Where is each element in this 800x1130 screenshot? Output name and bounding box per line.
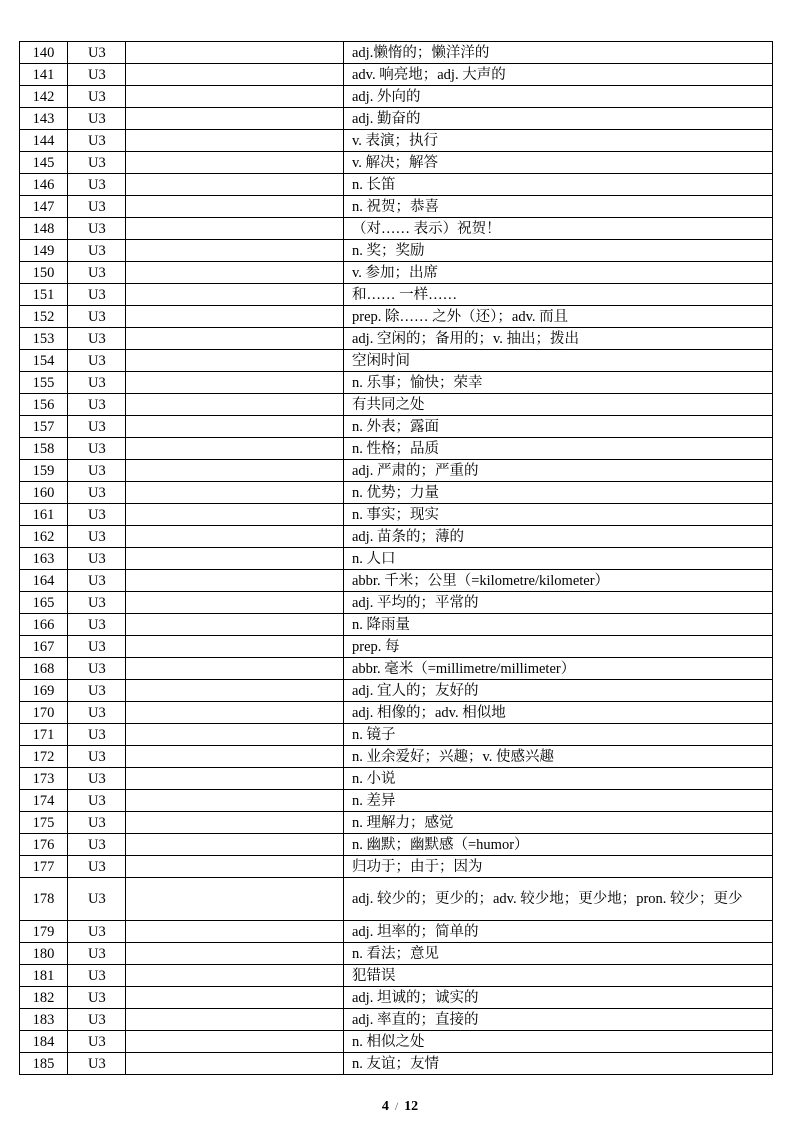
unit-cell: U3 [68, 504, 126, 526]
table-row [20, 42, 773, 64]
vocabulary-table-body [20, 42, 773, 1075]
table-row [20, 460, 773, 482]
table-row [20, 438, 773, 460]
table-row [20, 1053, 773, 1075]
table-row [20, 1031, 773, 1053]
definition-cell: v. 表演；执行 [344, 130, 773, 152]
table-row [20, 174, 773, 196]
definition-cell: adj. 外向的 [344, 86, 773, 108]
definition-cell: n. 业余爱好；兴趣；v. 使感兴趣 [344, 746, 773, 768]
word-cell [126, 416, 344, 438]
definition-cell: n. 人口 [344, 548, 773, 570]
word-cell [126, 592, 344, 614]
table-row [20, 921, 773, 943]
word-cell [126, 526, 344, 548]
word-cell [126, 702, 344, 724]
definition-cell: adj. 较少的；更少的；adv. 较少地；更少地；pron. 较少；更少 [344, 878, 773, 921]
entry-number-cell: 140 [20, 42, 68, 64]
definition-cell: v. 解决；解答 [344, 152, 773, 174]
definition-cell: n. 友谊；友情 [344, 1053, 773, 1075]
word-cell [126, 1009, 344, 1031]
unit-cell: U3 [68, 680, 126, 702]
word-cell [126, 658, 344, 680]
entry-number-cell: 163 [20, 548, 68, 570]
word-cell [126, 372, 344, 394]
table-row [20, 262, 773, 284]
definition-cell: abbr. 千米；公里（=kilometre/kilometer） [344, 570, 773, 592]
entry-number-cell: 168 [20, 658, 68, 680]
unit-cell: U3 [68, 460, 126, 482]
unit-cell: U3 [68, 526, 126, 548]
entry-number-cell: 182 [20, 987, 68, 1009]
table-row [20, 196, 773, 218]
definition-cell: n. 小说 [344, 768, 773, 790]
table-row [20, 504, 773, 526]
entry-number-cell: 155 [20, 372, 68, 394]
definition-cell: n. 看法；意见 [344, 943, 773, 965]
entry-number-cell: 170 [20, 702, 68, 724]
definition-cell: 归功于；由于；因为 [344, 856, 773, 878]
entry-number-cell: 183 [20, 1009, 68, 1031]
table-row [20, 152, 773, 174]
word-cell [126, 262, 344, 284]
word-cell [126, 768, 344, 790]
table-row [20, 306, 773, 328]
entry-number-cell: 166 [20, 614, 68, 636]
entry-number-cell: 143 [20, 108, 68, 130]
definition-cell: 空闲时间 [344, 350, 773, 372]
unit-cell: U3 [68, 350, 126, 372]
page-footer [0, 1099, 800, 1115]
entry-number-cell: 146 [20, 174, 68, 196]
vocabulary-table [19, 41, 773, 1075]
unit-cell: U3 [68, 921, 126, 943]
word-cell [126, 64, 344, 86]
entry-number-cell: 172 [20, 746, 68, 768]
entry-number-cell: 175 [20, 812, 68, 834]
unit-cell: U3 [68, 130, 126, 152]
unit-cell: U3 [68, 943, 126, 965]
word-cell [126, 460, 344, 482]
entry-number-cell: 185 [20, 1053, 68, 1075]
table-row [20, 64, 773, 86]
entry-number-cell: 148 [20, 218, 68, 240]
definition-cell: n. 差异 [344, 790, 773, 812]
unit-cell: U3 [68, 658, 126, 680]
definition-cell: adv. 响亮地；adj. 大声的 [344, 64, 773, 86]
word-cell [126, 218, 344, 240]
unit-cell: U3 [68, 790, 126, 812]
entry-number-cell: 160 [20, 482, 68, 504]
word-cell [126, 636, 344, 658]
unit-cell: U3 [68, 878, 126, 921]
table-row [20, 592, 773, 614]
definition-cell: adj. 率直的；直接的 [344, 1009, 773, 1031]
word-cell [126, 240, 344, 262]
entry-number-cell: 174 [20, 790, 68, 812]
entry-number-cell: 150 [20, 262, 68, 284]
unit-cell: U3 [68, 812, 126, 834]
unit-cell: U3 [68, 592, 126, 614]
table-row [20, 570, 773, 592]
word-cell [126, 350, 344, 372]
table-row [20, 1009, 773, 1031]
entry-number-cell: 141 [20, 64, 68, 86]
word-cell [126, 614, 344, 636]
word-cell [126, 152, 344, 174]
table-row [20, 218, 773, 240]
word-cell [126, 1031, 344, 1053]
word-cell [126, 965, 344, 987]
definition-cell: adj. 苗条的；薄的 [344, 526, 773, 548]
table-row [20, 702, 773, 724]
definition-cell: adj. 相像的；adv. 相似地 [344, 702, 773, 724]
table-row [20, 372, 773, 394]
unit-cell: U3 [68, 548, 126, 570]
table-row [20, 416, 773, 438]
entry-number-cell: 158 [20, 438, 68, 460]
entry-number-cell: 151 [20, 284, 68, 306]
entry-number-cell: 176 [20, 834, 68, 856]
definition-cell: n. 相似之处 [344, 1031, 773, 1053]
entry-number-cell: 142 [20, 86, 68, 108]
unit-cell: U3 [68, 152, 126, 174]
table-row [20, 614, 773, 636]
word-cell [126, 921, 344, 943]
definition-cell: adj. 宜人的；友好的 [344, 680, 773, 702]
word-cell [126, 108, 344, 130]
definition-cell: n. 理解力；感觉 [344, 812, 773, 834]
definition-cell: 和…… 一样…… [344, 284, 773, 306]
definition-cell: n. 乐事；愉快；荣幸 [344, 372, 773, 394]
word-cell [126, 284, 344, 306]
unit-cell: U3 [68, 1031, 126, 1053]
unit-cell: U3 [68, 372, 126, 394]
table-row [20, 350, 773, 372]
total-pages-number: 12 [404, 1099, 419, 1114]
unit-cell: U3 [68, 1053, 126, 1075]
word-cell [126, 306, 344, 328]
entry-number-cell: 161 [20, 504, 68, 526]
definition-cell: n. 长笛 [344, 174, 773, 196]
word-cell [126, 548, 344, 570]
definition-cell: 犯错误 [344, 965, 773, 987]
entry-number-cell: 154 [20, 350, 68, 372]
word-cell [126, 42, 344, 64]
definition-cell: v. 参加；出席 [344, 262, 773, 284]
entry-number-cell: 167 [20, 636, 68, 658]
entry-number-cell: 181 [20, 965, 68, 987]
entry-number-cell: 171 [20, 724, 68, 746]
definition-cell: adj. 严肃的；严重的 [344, 460, 773, 482]
unit-cell: U3 [68, 482, 126, 504]
word-cell [126, 570, 344, 592]
word-cell [126, 174, 344, 196]
definition-cell: adj. 空闲的；备用的；v. 抽出；拨出 [344, 328, 773, 350]
unit-cell: U3 [68, 284, 126, 306]
unit-cell: U3 [68, 746, 126, 768]
table-row [20, 987, 773, 1009]
entry-number-cell: 179 [20, 921, 68, 943]
table-row [20, 86, 773, 108]
unit-cell: U3 [68, 856, 126, 878]
table-row [20, 548, 773, 570]
table-row [20, 856, 773, 878]
page-separator: / [394, 1099, 399, 1113]
table-row [20, 636, 773, 658]
table-row [20, 328, 773, 350]
current-page-number: 4 [381, 1099, 389, 1114]
unit-cell: U3 [68, 987, 126, 1009]
definition-cell: n. 镜子 [344, 724, 773, 746]
unit-cell: U3 [68, 416, 126, 438]
word-cell [126, 746, 344, 768]
unit-cell: U3 [68, 108, 126, 130]
table-row [20, 724, 773, 746]
entry-number-cell: 178 [20, 878, 68, 921]
definition-cell: abbr. 毫米（=millimetre/millimeter） [344, 658, 773, 680]
table-row [20, 965, 773, 987]
definition-cell: n. 性格；品质 [344, 438, 773, 460]
word-cell [126, 680, 344, 702]
unit-cell: U3 [68, 1009, 126, 1031]
definition-cell: n. 奖；奖励 [344, 240, 773, 262]
definition-cell: n. 优势；力量 [344, 482, 773, 504]
word-cell [126, 482, 344, 504]
entry-number-cell: 169 [20, 680, 68, 702]
word-cell [126, 438, 344, 460]
definition-cell: prep. 每 [344, 636, 773, 658]
unit-cell: U3 [68, 394, 126, 416]
table-row [20, 834, 773, 856]
word-cell [126, 724, 344, 746]
unit-cell: U3 [68, 724, 126, 746]
unit-cell: U3 [68, 196, 126, 218]
word-cell [126, 394, 344, 416]
entry-number-cell: 162 [20, 526, 68, 548]
table-row [20, 240, 773, 262]
definition-cell: （对…… 表示）祝贺！ [344, 218, 773, 240]
unit-cell: U3 [68, 702, 126, 724]
table-row [20, 878, 773, 921]
unit-cell: U3 [68, 306, 126, 328]
entry-number-cell: 157 [20, 416, 68, 438]
entry-number-cell: 144 [20, 130, 68, 152]
entry-number-cell: 156 [20, 394, 68, 416]
word-cell [126, 790, 344, 812]
table-row [20, 130, 773, 152]
definition-cell: adj. 勤奋的 [344, 108, 773, 130]
entry-number-cell: 165 [20, 592, 68, 614]
word-cell [126, 878, 344, 921]
unit-cell: U3 [68, 328, 126, 350]
table-row [20, 394, 773, 416]
entry-number-cell: 152 [20, 306, 68, 328]
unit-cell: U3 [68, 768, 126, 790]
definition-cell: adj. 坦率的；简单的 [344, 921, 773, 943]
unit-cell: U3 [68, 86, 126, 108]
definition-cell: n. 外表；露面 [344, 416, 773, 438]
definition-cell: adj. 坦诚的；诚实的 [344, 987, 773, 1009]
table-row [20, 658, 773, 680]
table-row [20, 108, 773, 130]
definition-cell: n. 降雨量 [344, 614, 773, 636]
entry-number-cell: 145 [20, 152, 68, 174]
unit-cell: U3 [68, 42, 126, 64]
unit-cell: U3 [68, 218, 126, 240]
definition-cell: n. 幽默；幽默感（=humor） [344, 834, 773, 856]
definition-cell: 有共同之处 [344, 394, 773, 416]
entry-number-cell: 153 [20, 328, 68, 350]
table-row [20, 284, 773, 306]
entry-number-cell: 159 [20, 460, 68, 482]
definition-cell: n. 事实；现实 [344, 504, 773, 526]
table-row [20, 482, 773, 504]
word-cell [126, 86, 344, 108]
definition-cell: adj. 平均的；平常的 [344, 592, 773, 614]
unit-cell: U3 [68, 965, 126, 987]
unit-cell: U3 [68, 834, 126, 856]
word-cell [126, 196, 344, 218]
table-row [20, 943, 773, 965]
table-row [20, 768, 773, 790]
word-cell [126, 130, 344, 152]
entry-number-cell: 149 [20, 240, 68, 262]
definition-cell: n. 祝贺；恭喜 [344, 196, 773, 218]
definition-cell: prep. 除…… 之外（还）；adv. 而且 [344, 306, 773, 328]
table-row [20, 790, 773, 812]
word-cell [126, 1053, 344, 1075]
word-cell [126, 812, 344, 834]
word-cell [126, 504, 344, 526]
word-cell [126, 987, 344, 1009]
unit-cell: U3 [68, 262, 126, 284]
entry-number-cell: 177 [20, 856, 68, 878]
entry-number-cell: 173 [20, 768, 68, 790]
unit-cell: U3 [68, 570, 126, 592]
unit-cell: U3 [68, 174, 126, 196]
definition-cell: adj.懒惰的；懒洋洋的 [344, 42, 773, 64]
table-row [20, 680, 773, 702]
table-row [20, 746, 773, 768]
table-row [20, 812, 773, 834]
word-cell [126, 943, 344, 965]
unit-cell: U3 [68, 614, 126, 636]
unit-cell: U3 [68, 636, 126, 658]
word-cell [126, 856, 344, 878]
unit-cell: U3 [68, 240, 126, 262]
entry-number-cell: 180 [20, 943, 68, 965]
entry-number-cell: 164 [20, 570, 68, 592]
entry-number-cell: 184 [20, 1031, 68, 1053]
word-cell [126, 834, 344, 856]
entry-number-cell: 147 [20, 196, 68, 218]
table-row [20, 526, 773, 548]
unit-cell: U3 [68, 64, 126, 86]
unit-cell: U3 [68, 438, 126, 460]
word-cell [126, 328, 344, 350]
